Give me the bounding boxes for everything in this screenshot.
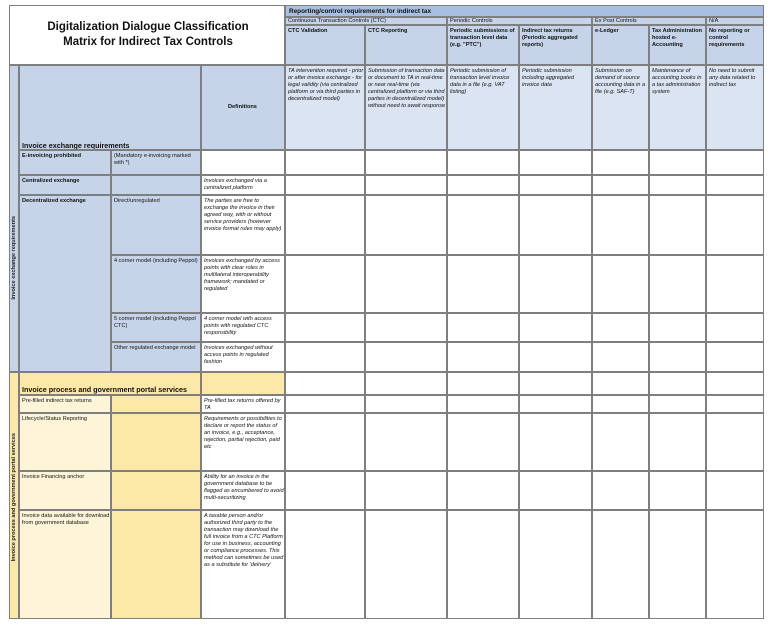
matrix-cell: [649, 395, 706, 413]
title-cell: [9, 5, 285, 65]
matrix-cell: [592, 255, 649, 313]
row-invoice-data-download: Invoice data available for download from government database: [19, 510, 111, 619]
matrix-cell: [285, 510, 365, 619]
matrix-cell: [519, 255, 592, 313]
matrix-cell: [519, 342, 592, 372]
matrix-cell: [592, 372, 649, 395]
matrix-cell: [519, 175, 592, 195]
section2-side: Invoice process and government portal services: [9, 372, 19, 619]
definitions-header: Definitions: [201, 65, 285, 150]
matrix-cell: [592, 471, 649, 510]
matrix-cell: [447, 342, 519, 372]
row-pre-filled-sub: [111, 395, 201, 413]
row-pre-filled-def: Pre-filled tax returns offered by TA: [201, 395, 285, 413]
matrix-cell: [365, 150, 447, 175]
matrix-cell: [285, 395, 365, 413]
matrix-cell: [447, 413, 519, 471]
matrix-cell: [519, 510, 592, 619]
matrix-cell: [649, 313, 706, 342]
group-expost: Ex Post Controls: [592, 17, 706, 25]
matrix-cell: [285, 195, 365, 255]
row-4-corner-def: Invoices exchanged by access points with clear roles in multilateral interoperability framework; mandated or regulated: [201, 255, 285, 313]
col-ctc-reporting: CTC Reporting: [365, 25, 447, 65]
matrix-cell: [285, 313, 365, 342]
row-e-invoicing-prohibited: E-invoicing prohibited: [19, 150, 111, 175]
section2-title-cell: Invoice process and government portal services: [19, 372, 201, 395]
matrix-cell: [285, 372, 365, 395]
matrix-cell: [706, 255, 764, 313]
matrix-cell: [285, 342, 365, 372]
matrix-cell: [592, 195, 649, 255]
matrix-cell: [365, 413, 447, 471]
matrix-cell: [706, 150, 764, 175]
matrix-cell: [519, 313, 592, 342]
matrix-cell: [706, 510, 764, 619]
matrix-cell: [649, 413, 706, 471]
matrix-cell: [447, 175, 519, 195]
row-e-invoicing-prohibited-sub: (Mandatory e-invoicing marked with *): [111, 150, 201, 175]
matrix-cell: [706, 342, 764, 372]
matrix-cell: [447, 395, 519, 413]
matrix-cell: [365, 195, 447, 255]
matrix-cell: [447, 510, 519, 619]
matrix-cell: [706, 195, 764, 255]
row-invoice-financing: Invoice Financing anchor: [19, 471, 111, 510]
matrix-cell: [365, 395, 447, 413]
matrix-cell: [649, 342, 706, 372]
def-tax-admin-e-accounting: Maintenance of accounting books in a tax administration system: [649, 65, 706, 150]
def-e-ledger: Submission on demand of source accounting data in a file (e.g. SAF-T): [592, 65, 649, 150]
row-lifecycle-def: Requirements or possibilities to declare or report the status of an invoice, e.g., acceptance, rejection, partial rejection, paid etc: [201, 413, 285, 471]
matrix-cell: [365, 471, 447, 510]
matrix-cell: [519, 413, 592, 471]
row-decentralized-exchange: Decentralized exchange: [19, 195, 111, 372]
matrix-cell: [592, 413, 649, 471]
matrix-cell: [706, 471, 764, 510]
row-4-corner: 4 corner model (including Peppol): [111, 255, 201, 313]
matrix-cell: [649, 471, 706, 510]
group-ctc: Continuous Transaction Controls (CTC): [285, 17, 447, 25]
row-invoice-financing-sub: [111, 471, 201, 510]
matrix-cell: [649, 510, 706, 619]
row-invoice-data-download-sub: [111, 510, 201, 619]
matrix-cell: [447, 372, 519, 395]
matrix-cell: [447, 255, 519, 313]
col-tax-admin-e-accounting: Tax Administration hosted e-Accounting: [649, 25, 706, 65]
matrix-title: Digitalization Dialogue Classification Matrix for Indirect Tax Controls: [47, 21, 249, 48]
matrix-cell: [706, 395, 764, 413]
row-centralized-exchange-def: Invoices exchanged via a centralized platform: [201, 175, 285, 195]
reporting-header: Reporting/control requirements for indirect tax: [285, 5, 764, 17]
matrix-cell: [365, 342, 447, 372]
matrix-cell: [649, 195, 706, 255]
matrix-cell: [592, 395, 649, 413]
matrix-cell: [285, 413, 365, 471]
matrix-cell: [519, 471, 592, 510]
matrix-cell: [519, 150, 592, 175]
matrix-cell: [365, 175, 447, 195]
matrix-cell: [649, 372, 706, 395]
def-ctc-reporting: Submission of transaction data or document to TA in real-time or near real-time (via centralized platform or via third parties in decentralized model) without need to await response: [365, 65, 447, 150]
matrix-cell: [285, 255, 365, 313]
col-ctc-validation: CTC Validation: [285, 25, 365, 65]
row-pre-filled: Pre-filled indirect tax returns: [19, 395, 111, 413]
matrix-cell: [592, 150, 649, 175]
matrix-cell: [285, 175, 365, 195]
row-lifecycle-sub: [111, 413, 201, 471]
matrix-cell: [365, 510, 447, 619]
matrix-cell: [447, 195, 519, 255]
row-invoice-data-download-def: A taxable person and/or authorized third party to the transaction may download the full invoice from a CTC Platform for use in business, accounting or compliance processes. This method can sometimes be used as a substitute for 'delivery': [201, 510, 285, 619]
col-indirect-tax-returns: Indirect tax returns (Periodic aggregated reports): [519, 25, 592, 65]
matrix-cell: [365, 372, 447, 395]
def-periodic-transaction: Periodic submission of transaction level invoice data in a file (e.g. VAT listing): [447, 65, 519, 150]
group-periodic: Periodic Controls: [447, 17, 592, 25]
row-other-regulated: Other regulated exchange model: [111, 342, 201, 372]
col-no-reporting: No reporting or control requirements: [706, 25, 764, 65]
matrix-cell: [706, 372, 764, 395]
matrix-cell: [649, 255, 706, 313]
matrix-cell: [519, 395, 592, 413]
row-5-corner: 5 corner model (including Peppol CTC): [111, 313, 201, 342]
row-lifecycle: Lifecycle/Status Reporting: [19, 413, 111, 471]
matrix-cell: [592, 342, 649, 372]
matrix-cell: [285, 471, 365, 510]
row-5-corner-def: 4 corner model with access points with regulated CTC responsibility: [201, 313, 285, 342]
matrix-cell: [649, 150, 706, 175]
matrix-cell: [649, 175, 706, 195]
row-invoice-financing-def: Ability for an invoice in the government database to be flagged as encumbered to avoid multi-securitizing: [201, 471, 285, 510]
matrix-cell: [285, 150, 365, 175]
matrix-cell: [592, 510, 649, 619]
row-e-invoicing-prohibited-def: [201, 150, 285, 175]
matrix-cell: [706, 413, 764, 471]
row-direct-unregulated-def: The parties are free to exchange the invoice in their agreed way, with or without service providers (however invoice format rules may apply): [201, 195, 285, 255]
matrix-cell: [447, 150, 519, 175]
matrix-cell: [519, 372, 592, 395]
row-centralized-exchange-sub: [111, 175, 201, 195]
matrix-cell: [365, 255, 447, 313]
def-no-reporting: No need to submit any data related to indirect tax: [706, 65, 764, 150]
matrix-cell: [447, 313, 519, 342]
row-direct-unregulated: Direct/unregulated: [111, 195, 201, 255]
row-centralized-exchange: Centralized exchange: [19, 175, 111, 195]
col-e-ledger: e-Ledger: [592, 25, 649, 65]
matrix-cell: [706, 313, 764, 342]
def-ctc-validation: TA intervention required - prior or after invoice exchange - for legal validity (via centralized platform or via third parties in decentralized model): [285, 65, 365, 150]
col-periodic-transaction: Periodic submissions of transaction level data (e.g. "PTC"): [447, 25, 519, 65]
matrix-cell: [592, 175, 649, 195]
matrix-cell: [519, 195, 592, 255]
row-other-regulated-def: Invoices exchanged without access points in regulated fashion: [201, 342, 285, 372]
section1-title-cell: Invoice exchange requirements: [19, 65, 201, 150]
group-na: N/A: [706, 17, 764, 25]
matrix-cell: [447, 471, 519, 510]
def-indirect-tax-returns: Periodic submission including aggregated invoice data: [519, 65, 592, 150]
matrix-cell: [706, 175, 764, 195]
matrix-cell: [592, 313, 649, 342]
section1-side: Invoice exchange requirements: [9, 65, 19, 372]
matrix-cell: [365, 313, 447, 342]
section2-def-header: [201, 372, 285, 395]
